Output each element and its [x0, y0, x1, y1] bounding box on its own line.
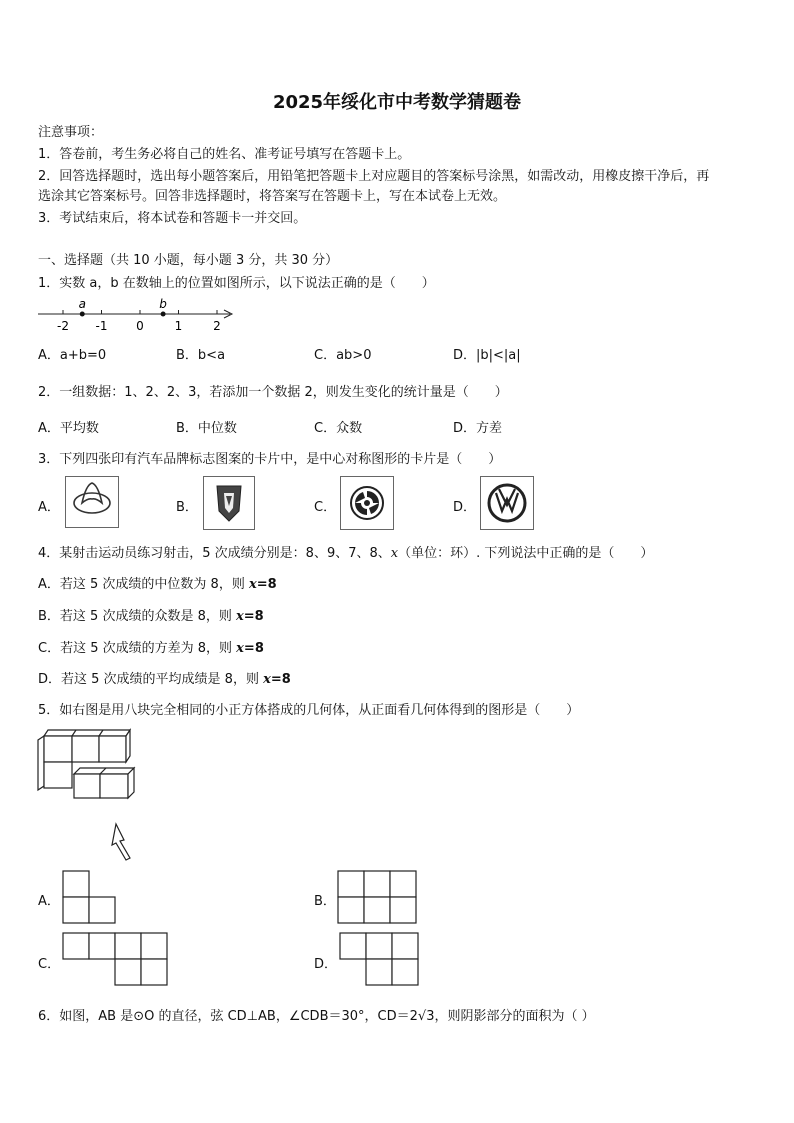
q2-option-a[interactable]: A．平均数 [38, 421, 99, 436]
car-logo-d-icon [481, 477, 533, 529]
section-heading: 一、选择题（共 10 小题，每小题 3 分，共 30 分） [38, 253, 339, 268]
axis-tick-label: 1 [174, 319, 183, 333]
axis-tick-label: 0 [136, 319, 144, 333]
logo-card-b[interactable] [203, 476, 255, 530]
q4-option-c[interactable]: C．若这 5 次成绩的方差为 8，则 x=8 [38, 641, 264, 656]
point-a-label: a [78, 297, 86, 311]
q2-option-c[interactable]: C．众数 [314, 421, 363, 436]
point-b-label: b [159, 297, 167, 311]
point-a [80, 312, 85, 317]
q1-option-a[interactable]: A．a+b=0 [38, 348, 107, 363]
q4-option-b[interactable]: B．若这 5 次成绩的众数是 8，则 x=8 [38, 609, 264, 624]
q5-view-a[interactable] [62, 870, 116, 925]
q2-stem: 2．一组数据：1、2、2、3，若添加一个数据 2，则发生变化的统计量是（ ） [38, 385, 508, 400]
q5-option-d[interactable]: D． [314, 957, 338, 972]
cube-solid-figure [36, 728, 146, 863]
q5-option-b[interactable]: B． [314, 894, 336, 909]
q3-option-a[interactable]: A． [38, 500, 60, 515]
logo-card-c[interactable] [340, 476, 394, 530]
q4-option-d[interactable]: D．若这 5 次成绩的平均成绩是 8，则 x=8 [38, 672, 291, 687]
q1-option-b[interactable]: B．b<a [176, 348, 226, 363]
notice-item-3: 3．考试结束后，将本试卷和答题卡一并交回。 [38, 211, 307, 226]
logo-card-a[interactable] [65, 476, 119, 528]
q6-stem: 6．如图，AB 是⊙O 的直径，弦 CD⊥AB，∠CDB＝30°，CD＝2√3，则阴影部分的面积为（ ） [38, 1009, 595, 1024]
page-title: 2025年绥化市中考数学猜题卷 [272, 92, 522, 113]
q6-angle: ∠CDB＝30° [288, 1009, 365, 1024]
q5-stem: 5．如右图是用八块完全相同的小正方体搭成的几何体，从正面看几何体得到的图形是（ ） [38, 703, 580, 718]
q5-option-a[interactable]: A． [38, 894, 60, 909]
q4-option-a[interactable]: A．若这 5 次成绩的中位数为 8，则 x=8 [38, 577, 277, 592]
q3-option-c[interactable]: C． [314, 500, 337, 515]
q6-cd: CD＝2√3 [377, 1009, 435, 1024]
car-logo-b-icon [204, 477, 254, 529]
notice-item-2: 2．回答选择题时，选出每小题答案后，用铅笔把答题卡上对应题目的答案标号涂黑，如需改动，用橡皮擦干净后，再 [38, 169, 710, 184]
q3-stem: 3．下列四张印有汽车品牌标志图案的卡片中，是中心对称图形的卡片是（ ） [38, 452, 502, 467]
q2-option-d[interactable]: D．方差 [453, 421, 503, 436]
q3-option-d[interactable]: D． [453, 500, 477, 515]
q1-option-d[interactable]: D．|b|<|a| [453, 348, 521, 363]
axis-tick-label: -1 [95, 319, 108, 333]
notice-item-2-cont: 选涂其它答案标号。回答非选择题时，将答案写在答题卡上，写在本试卷上无效。 [38, 189, 507, 204]
car-logo-a-icon [66, 477, 118, 527]
q5-view-d[interactable] [339, 932, 419, 987]
q1-option-c[interactable]: C．ab>0 [314, 348, 372, 363]
q5-view-c[interactable] [62, 932, 168, 987]
notice-heading: 注意事项： [38, 125, 104, 140]
point-b [161, 312, 166, 317]
q4-stem: 4．某射击运动员练习射击，5 次成绩分别是：8、9、7、8、x（单位：环）. 下列说法中正确的是（ ） [38, 546, 654, 561]
logo-card-d[interactable] [480, 476, 534, 530]
q3-option-b[interactable]: B． [176, 500, 198, 515]
number-line [36, 296, 241, 334]
car-logo-c-icon [341, 477, 393, 529]
q5-view-b[interactable] [337, 870, 417, 925]
axis-tick-label: -2 [57, 319, 69, 333]
axis-tick-label: 2 [213, 319, 221, 333]
notice-item-1: 1．答卷前，考生务必将自己的姓名、准考证号填写在答题卡上。 [38, 147, 411, 162]
q1-stem: 1．实数 a，b 在数轴上的位置如图所示，以下说法正确的是（ ） [38, 276, 435, 291]
q5-option-c[interactable]: C． [38, 957, 61, 972]
q2-option-b[interactable]: B．中位数 [176, 421, 237, 436]
